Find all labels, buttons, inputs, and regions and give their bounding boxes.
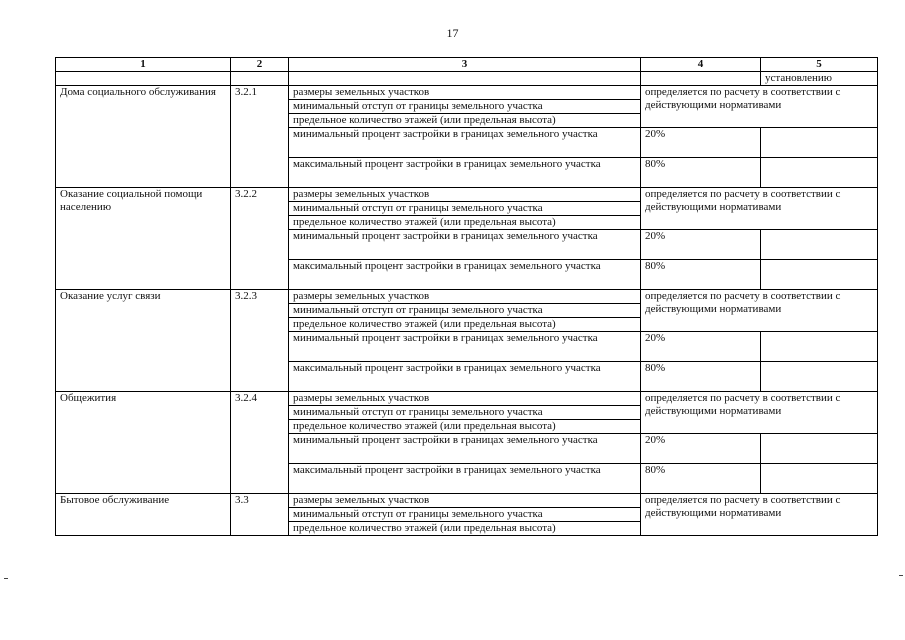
param-cell: размеры земельных участков bbox=[289, 392, 641, 406]
header-col-3: 3 bbox=[289, 58, 641, 72]
merged-value-text: определяется по расчету в соответствии с действующими нормативами bbox=[645, 494, 841, 519]
continuation-cell-2 bbox=[231, 72, 289, 86]
merged-value-text: определяется по расчету в соответствии с действующими нормативами bbox=[645, 86, 841, 111]
param-cell: предельное количество этажей (или предельная высота) bbox=[289, 420, 641, 434]
max-percent-value: 80% bbox=[641, 464, 761, 494]
use-type-code: 3.2.4 bbox=[231, 392, 289, 494]
use-type-name: Оказание услуг связи bbox=[56, 290, 231, 392]
merged-value-cell bbox=[641, 86, 878, 128]
use-type-code: 3.3 bbox=[231, 494, 289, 536]
continuation-row bbox=[56, 72, 878, 86]
param-cell: максимальный процент застройки в границах земельного участка bbox=[289, 260, 641, 290]
use-type-code: 3.2.2 bbox=[231, 188, 289, 290]
param-cell: минимальный отступ от границы земельного участка bbox=[289, 406, 641, 420]
param-cell: минимальный отступ от границы земельного участка bbox=[289, 508, 641, 522]
use-type-name: Общежития bbox=[56, 392, 231, 494]
continuation-cell-4 bbox=[641, 72, 761, 86]
param-cell: размеры земельных участков bbox=[289, 188, 641, 202]
empty-cell bbox=[761, 230, 878, 260]
param-cell: минимальный процент застройки в границах земельного участка bbox=[289, 230, 641, 260]
param-cell: максимальный процент застройки в границах земельного участка bbox=[289, 464, 641, 494]
empty-cell bbox=[761, 434, 878, 464]
merged-value-text: определяется по расчету в соответствии с действующими нормативами bbox=[645, 188, 841, 213]
use-type-name: Оказание социальной помощи населению bbox=[56, 188, 231, 290]
param-cell: размеры земельных участков bbox=[289, 86, 641, 100]
merged-value-text: определяется по расчету в соответствии с действующими нормативами bbox=[645, 290, 841, 315]
min-percent-value: 20% bbox=[641, 230, 761, 260]
table-row bbox=[56, 392, 878, 406]
max-percent-value: 80% bbox=[641, 260, 761, 290]
header-col-2: 2 bbox=[231, 58, 289, 72]
param-cell: предельное количество этажей (или предельная высота) bbox=[289, 216, 641, 230]
use-type-code: 3.2.1 bbox=[231, 86, 289, 188]
merged-value-cell bbox=[641, 494, 878, 536]
empty-cell bbox=[761, 464, 878, 494]
param-cell: минимальный отступ от границы земельного участка bbox=[289, 202, 641, 216]
param-cell: максимальный процент застройки в границах земельного участка bbox=[289, 158, 641, 188]
continuation-cell-1 bbox=[56, 72, 231, 86]
max-percent-value: 80% bbox=[641, 158, 761, 188]
continuation-cell-5: установлению bbox=[761, 72, 878, 86]
min-percent-value: 20% bbox=[641, 434, 761, 464]
param-cell: минимальный отступ от границы земельного участка bbox=[289, 100, 641, 114]
param-cell: предельное количество этажей (или предельная высота) bbox=[289, 114, 641, 128]
header-col-4: 4 bbox=[641, 58, 761, 72]
param-cell: размеры земельных участков bbox=[289, 494, 641, 508]
empty-cell bbox=[761, 332, 878, 362]
empty-cell bbox=[761, 260, 878, 290]
scan-edge-mark-left bbox=[4, 578, 8, 579]
empty-cell bbox=[761, 158, 878, 188]
merged-value-cell bbox=[641, 188, 878, 230]
param-cell: минимальный процент застройки в границах земельного участка bbox=[289, 332, 641, 362]
table-row bbox=[56, 188, 878, 202]
merged-value-cell bbox=[641, 290, 878, 332]
min-percent-value: 20% bbox=[641, 332, 761, 362]
header-col-5: 5 bbox=[761, 58, 878, 72]
use-type-name: Бытовое обслуживание bbox=[56, 494, 231, 536]
zoning-parameters-table bbox=[55, 57, 878, 536]
table-row bbox=[56, 290, 878, 304]
param-cell: размеры земельных участков bbox=[289, 290, 641, 304]
continuation-cell-3 bbox=[289, 72, 641, 86]
param-cell: минимальный отступ от границы земельного участка bbox=[289, 304, 641, 318]
scan-edge-mark-right bbox=[899, 575, 903, 576]
param-cell: минимальный процент застройки в границах земельного участка bbox=[289, 128, 641, 158]
empty-cell bbox=[761, 128, 878, 158]
param-cell: минимальный процент застройки в границах земельного участка bbox=[289, 434, 641, 464]
min-percent-value: 20% bbox=[641, 128, 761, 158]
merged-value-cell bbox=[641, 392, 878, 434]
page-number: 17 bbox=[446, 26, 459, 40]
param-cell: максимальный процент застройки в границах земельного участка bbox=[289, 362, 641, 392]
table-row bbox=[56, 494, 878, 508]
max-percent-value: 80% bbox=[641, 362, 761, 392]
param-cell: предельное количество этажей (или предельная высота) bbox=[289, 318, 641, 332]
use-type-code: 3.2.3 bbox=[231, 290, 289, 392]
header-col-1: 1 bbox=[56, 58, 231, 72]
param-cell: предельное количество этажей (или предельная высота) bbox=[289, 522, 641, 536]
merged-value-text: определяется по расчету в соответствии с действующими нормативами bbox=[645, 392, 841, 417]
empty-cell bbox=[761, 362, 878, 392]
use-type-name: Дома социального обслуживания bbox=[56, 86, 231, 188]
table-row bbox=[56, 86, 878, 100]
header-row bbox=[56, 58, 878, 72]
